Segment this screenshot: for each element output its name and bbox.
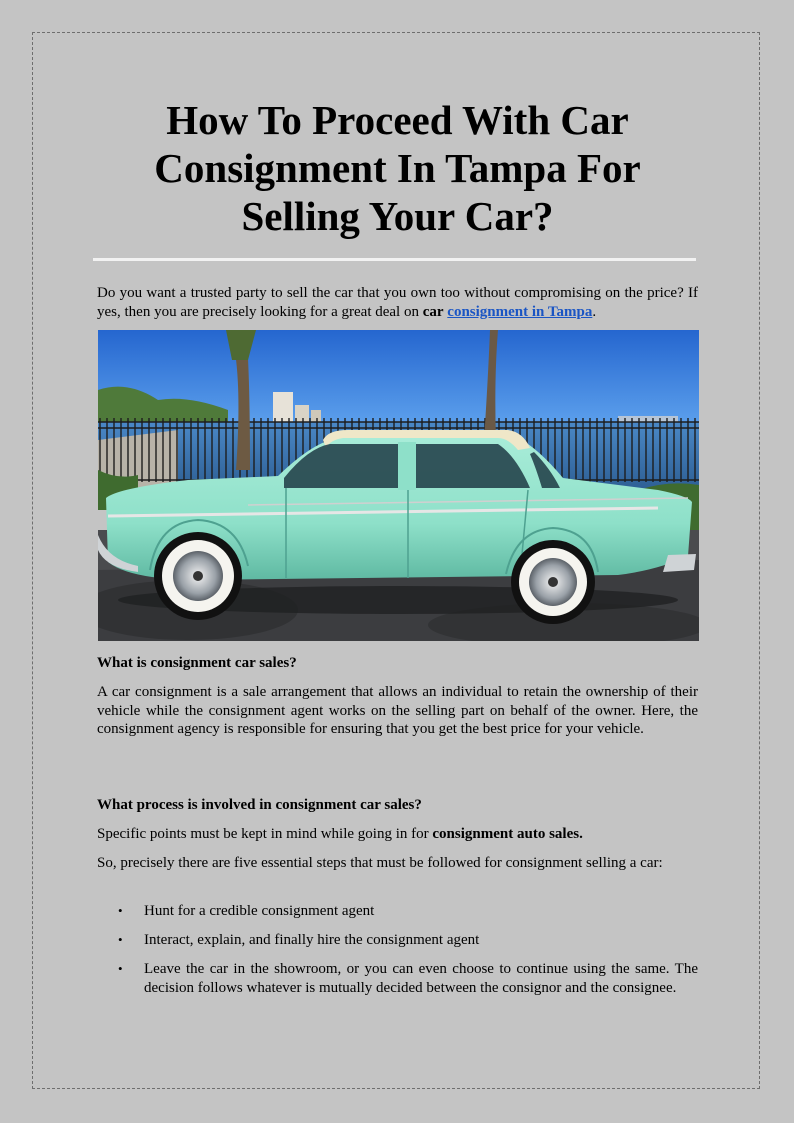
list-item xyxy=(97,931,698,950)
section2-p1-text: Specific points must be kept in mind while going in for xyxy=(97,826,433,842)
front-wheel xyxy=(511,540,595,624)
title-divider xyxy=(93,258,696,261)
car-photo xyxy=(98,330,699,641)
list-item-text: Interact, explain, and finally hire the consignment agent xyxy=(144,932,480,948)
title-block xyxy=(97,96,698,240)
rear-wheel xyxy=(154,532,242,620)
list-item xyxy=(97,902,698,921)
section1-paragraph: A car consignment is a sale arrangement that allows an individual to retain the ownership of their vehicle while the consignment agent works on the selling part on behalf of the owner. Here, the consignment agency is responsible for ensuring that you get the best price for your vehicle. xyxy=(97,684,698,737)
intro-bold: car xyxy=(422,303,444,320)
intro-text: Do you want a trusted party to sell the car that you own too without compromising on the price? If yes, then you are precisely looking for a great deal on xyxy=(97,285,698,320)
steps-list xyxy=(97,902,698,1008)
bullet-icon: • xyxy=(118,903,123,918)
car-illustration xyxy=(98,330,699,641)
section2-paragraph-1 xyxy=(97,825,698,844)
consignment-link[interactable]: consignment in Tampa xyxy=(447,303,593,320)
page-title: How To Proceed With Car Consignment In Tampa For Selling Your Car? xyxy=(154,97,641,239)
section2-heading: What process is involved in consignment car sales? xyxy=(97,797,422,813)
section2-paragraph-2: So, precisely there are five essential steps that must be followed for consignment selling a car: xyxy=(97,855,663,871)
bullet-icon: • xyxy=(118,932,123,947)
list-item xyxy=(97,960,698,997)
section1-heading: What is consignment car sales? xyxy=(97,655,297,671)
intro-end: . xyxy=(592,303,597,320)
bullet-icon: • xyxy=(118,961,123,976)
list-item-text: Leave the car in the showroom, or you can even choose to continue using the same. The decision follows whatever is mutually decided between the consignor and the consignee. xyxy=(144,961,698,996)
section2-p1-bold: consignment auto sales. xyxy=(432,826,583,842)
list-item-text: Hunt for a credible consignment agent xyxy=(144,903,375,919)
intro-paragraph xyxy=(97,284,698,321)
